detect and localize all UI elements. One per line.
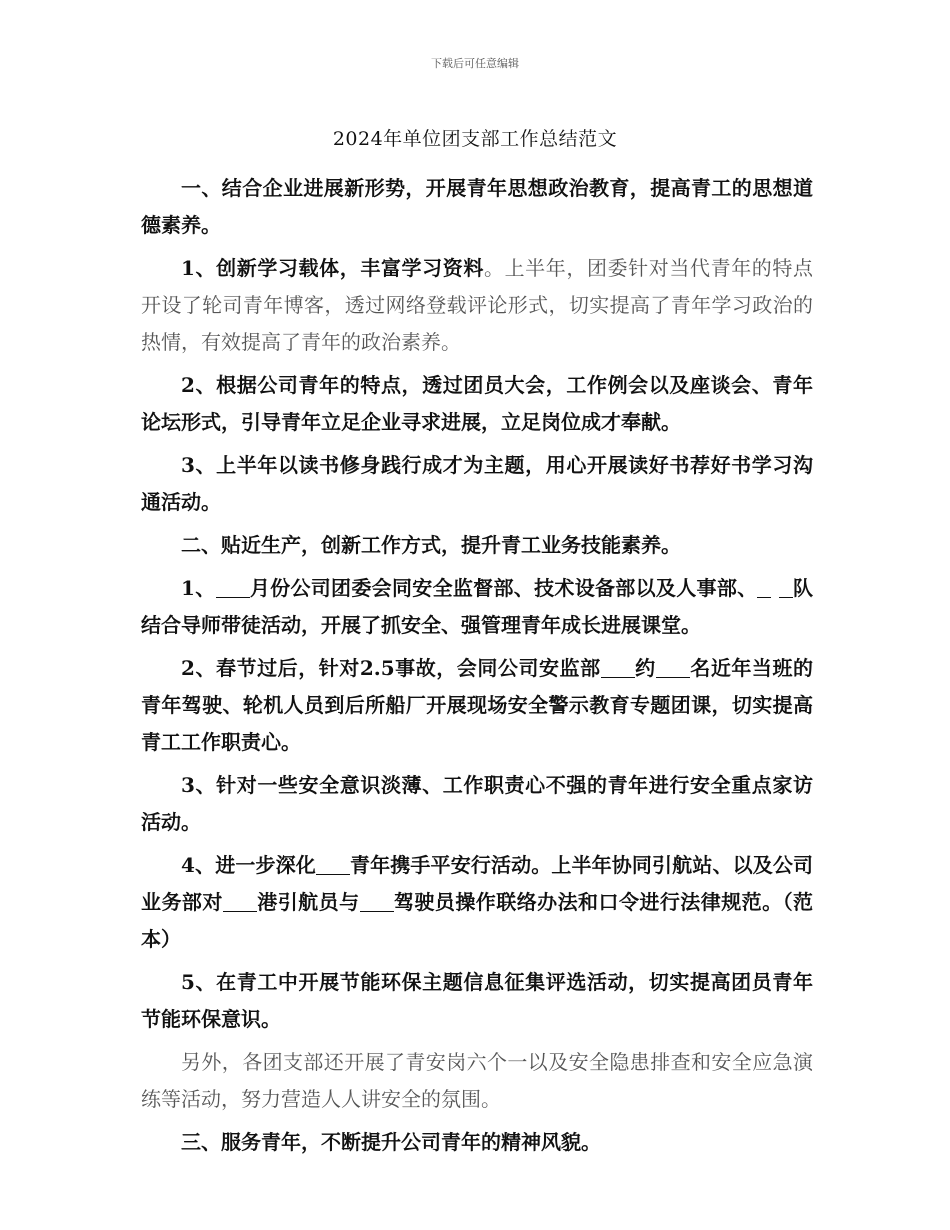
section-2-heading: 二、贴近生产，创新工作方式，提升青工业务技能素养。 — [181, 533, 681, 557]
text-run: 驾驶员操作联络办法和口令进行法律规范。（范本） — [141, 890, 814, 951]
paragraph-1-1 — [141, 250, 813, 361]
blank-underline — [316, 854, 350, 875]
text-run: 月份公司团委会同安全监督部、技术设备部以及人事部、 — [249, 576, 758, 600]
blank-underline — [656, 657, 690, 678]
blank-underline — [360, 891, 394, 912]
blank-underline — [216, 577, 250, 598]
document-body — [141, 170, 813, 1167]
paragraph-2-5: 5、在青工中开展节能环保主题信息征集评选活动，切实提高团员青年节能环保意识。 — [141, 970, 813, 1031]
paragraph-2-6: 另外，各团支部还开展了青安岗六个一以及安全隐患排查和安全应急演练等活动，努力营造人人讲安全的氛围。 — [141, 1050, 813, 1111]
text-run: 队结合导师带徒活动，开展了抓安全、强管理青年成长进展课堂。 — [141, 576, 814, 637]
paragraph-2-1 — [141, 570, 813, 644]
paragraph-2-3: 3、针对一些安全意识淡薄、工作职责心不强的青年进行安全重点家访活动。 — [141, 773, 813, 834]
text-run: 青年携手平安行活动。上半年协同引航站、以及公司业务部对 — [141, 853, 814, 914]
blank-underline — [757, 577, 771, 598]
text-run: 1、 — [181, 576, 216, 600]
text-run: 名近年当班的青年驾驶、轮机人员到后所船厂开展现场安全警示教育专题团课，切实提高青工工作职责心。 — [141, 656, 814, 754]
paragraph-1-2: 2、根据公司青年的特点，透过团员大会，工作例会以及座谈会、青年论坛形式，引导青年立足企业寻求进展，立足岗位成才奉献。 — [141, 373, 813, 434]
blank-underline — [601, 657, 635, 678]
paragraph-2-4 — [141, 847, 813, 958]
paragraph-1-1-lead: 1、创新学习载体，丰富学习资料 — [181, 256, 484, 280]
blank-underline — [779, 577, 793, 598]
paragraph-1-3: 3、上半年以读书修身践行成才为主题，用心开展读好书荐好书学习沟通活动。 — [141, 453, 813, 514]
text-run: 约 — [634, 656, 656, 680]
paragraph-2-2 — [141, 650, 813, 761]
section-3-heading: 三、服务青年，不断提升公司青年的精神风貌。 — [181, 1130, 601, 1154]
section-1-heading: 一、结合企业进展新形势，开展青年思想政治教育，提高青工的思想道德素养。 — [141, 176, 813, 237]
text-run: 港引航员与 — [256, 890, 360, 914]
text-run: 4、进一步深化 — [181, 853, 316, 877]
text-run: 2、春节过后，针对2.5事故，会同公司安监部 — [181, 656, 601, 680]
blank-underline — [223, 891, 257, 912]
paragraph-1-1-text: 。上半年，团委针对当代青年的特点开设了轮司青年博客，透过网络登载评论形式，切实提高了青年学习政治的热情，有效提高了青年的政治素养。 — [141, 256, 814, 354]
document-title: 2024年单位团支部工作总结范文 — [332, 128, 618, 150]
page-header: 下载后可任意编辑 — [431, 57, 519, 70]
